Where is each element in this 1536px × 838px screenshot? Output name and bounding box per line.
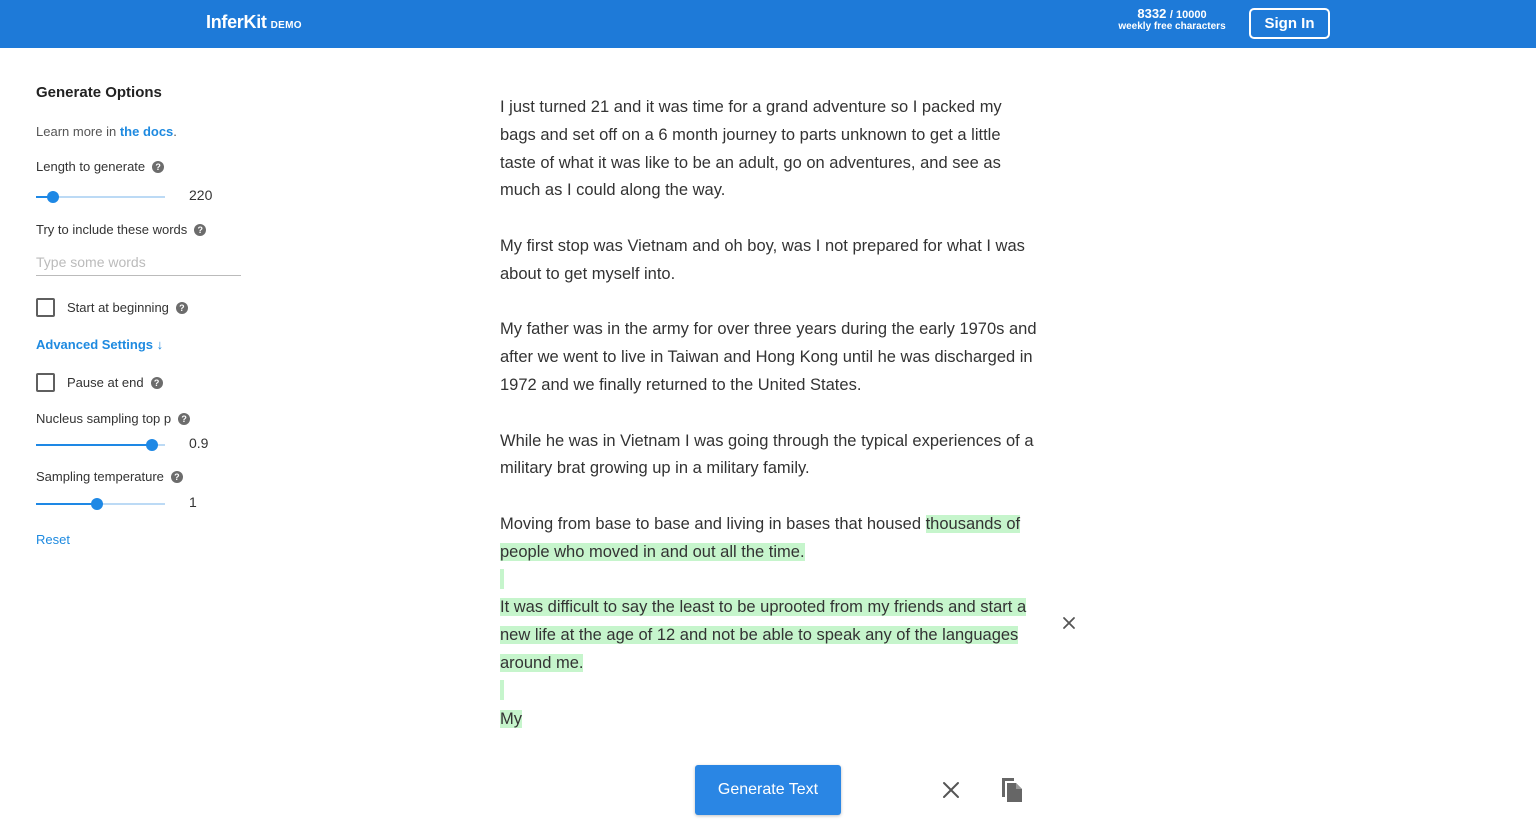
slider-fill <box>36 444 152 446</box>
generate-text-button[interactable]: Generate Text <box>695 765 841 815</box>
temperature-slider[interactable] <box>36 497 165 511</box>
docs-link[interactable]: the docs <box>119 124 174 139</box>
slider-thumb[interactable] <box>47 191 59 203</box>
pause-at-end-row[interactable] <box>36 373 163 392</box>
include-words-label <box>36 222 206 237</box>
generated-paragraph <box>500 594 1040 677</box>
top-p-slider[interactable] <box>36 438 165 452</box>
length-label-text: Length to generate <box>36 159 146 174</box>
prompt-paragraph: My first stop was Vietnam and oh boy, was I not prepared for what I was about to get myself into. <box>500 236 1025 283</box>
help-icon[interactable]: ? <box>178 413 190 425</box>
quota-total: / 10000 <box>1169 9 1207 21</box>
brand-name: InferKit <box>206 12 267 32</box>
brand-tag: DEMO <box>270 20 302 31</box>
help-icon[interactable]: ? <box>171 471 183 483</box>
learn-more-suffix: . <box>173 124 177 139</box>
slider-thumb[interactable] <box>91 498 103 510</box>
close-icon[interactable] <box>1058 612 1080 634</box>
help-icon[interactable]: ? <box>151 377 163 389</box>
start-at-beginning-label: Start at beginning <box>67 300 169 315</box>
text-editor[interactable] <box>500 94 1040 733</box>
top-p-value: 0.9 <box>189 435 209 451</box>
slider-fill <box>36 503 97 505</box>
copy-icon[interactable] <box>999 776 1025 804</box>
mixed-paragraph <box>500 511 1040 567</box>
prompt-paragraph: I just turned 21 and it was time for a grand adventure so I packed my bags and set off on a 6 month journey to parts unknown to get a little taste of what it was like to be an adult, go on adventures, and see as much as I could along the way. <box>500 98 1002 200</box>
prompt-paragraph: My father was in the army for over three years during the early 1970s and after we went to live in Taiwan and Hong Kong until he was discharged in 1972 and we finally returned to the United States. <box>500 320 1037 394</box>
help-icon[interactable]: ? <box>152 161 164 173</box>
length-label <box>36 159 164 174</box>
generated-text: My <box>500 709 522 728</box>
slider-thumb[interactable] <box>146 439 158 451</box>
reset-link[interactable]: Reset <box>36 532 70 547</box>
learn-more-text <box>36 124 177 139</box>
temperature-value: 1 <box>189 494 197 510</box>
prompt-text: Moving from base to base and living in bases that housed <box>500 514 926 533</box>
length-slider[interactable] <box>36 190 165 204</box>
top-p-label <box>36 411 190 426</box>
help-icon[interactable]: ? <box>176 302 188 314</box>
prompt-paragraph: While he was in Vietnam I was going through the typical experiences of a military brat growing up in a military family. <box>500 431 1034 478</box>
panel-title: Generate Options <box>36 84 162 101</box>
generated-newline-marker <box>500 680 504 700</box>
generated-text: It was difficult to say the least to be uprooted from my friends and start a new life at the age of 12 and not be able to speak any of the languages around me. <box>500 598 1027 672</box>
generated-blank-line <box>500 567 1040 595</box>
generated-paragraph <box>500 706 1040 734</box>
include-words-input[interactable] <box>36 248 241 276</box>
generated-text: thousands of people who moved in and out all the time. <box>500 514 1021 561</box>
start-at-beginning-row[interactable] <box>36 298 188 317</box>
brand-logo[interactable] <box>206 12 302 33</box>
character-quota <box>1112 7 1232 32</box>
top-bar <box>0 0 1536 48</box>
include-words-label-text: Try to include these words <box>36 222 188 237</box>
start-at-beginning-checkbox[interactable] <box>36 298 55 317</box>
temperature-label <box>36 469 183 484</box>
quota-used: 8332 <box>1137 6 1167 21</box>
close-icon[interactable] <box>939 778 963 802</box>
quota-label: weekly free characters <box>1118 21 1226 33</box>
generated-newline-marker <box>500 569 504 589</box>
generated-blank-line <box>500 678 1040 706</box>
pause-at-end-checkbox[interactable] <box>36 373 55 392</box>
pause-at-end-label: Pause at end <box>67 375 144 390</box>
learn-more-prefix: Learn more in <box>36 124 120 139</box>
length-value: 220 <box>189 187 213 203</box>
help-icon[interactable]: ? <box>194 224 206 236</box>
advanced-settings-toggle[interactable]: Advanced Settings ↓ <box>36 337 164 352</box>
top-p-label-text: Nucleus sampling top p <box>36 411 172 426</box>
temperature-label-text: Sampling temperature <box>36 469 164 484</box>
sign-in-button[interactable]: Sign In <box>1249 8 1330 39</box>
